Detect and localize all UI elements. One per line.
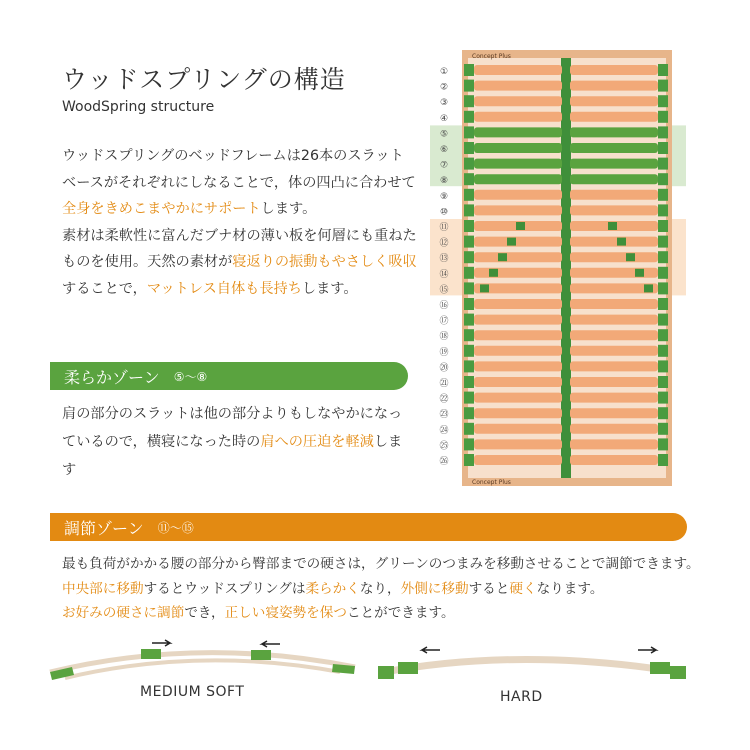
- slat-number: ⑯: [439, 301, 449, 311]
- slat-cap-left: [464, 298, 474, 310]
- slat-cap-left: [464, 423, 474, 435]
- firmness-knob-right[interactable]: [644, 284, 653, 292]
- hard-slat: [380, 660, 685, 674]
- slat-cap-left: [464, 407, 474, 419]
- caption-medium-soft: MEDIUM SOFT: [140, 684, 245, 700]
- slat-right: [570, 127, 658, 137]
- slat-right: [570, 174, 658, 184]
- center-rail: [561, 58, 571, 478]
- intro-text-5: します。: [301, 280, 358, 297]
- slat-left: [474, 268, 562, 278]
- slat-cap-right: [658, 95, 668, 107]
- slat-left: [474, 408, 562, 418]
- slat-right: [570, 96, 658, 106]
- slat-left: [474, 81, 562, 91]
- slat-number: ④: [439, 113, 449, 124]
- slat-left: [474, 346, 562, 356]
- slat-cap-left: [464, 251, 474, 263]
- slat-cap-right: [658, 360, 668, 372]
- adj-highlight-4: 硬く: [509, 580, 537, 597]
- slat-right: [570, 252, 658, 262]
- slat-cap-left: [464, 392, 474, 404]
- slat-number: ⑬: [439, 254, 449, 265]
- slat-right: [570, 299, 658, 309]
- slat-left: [474, 455, 562, 465]
- slat-left: [474, 424, 562, 434]
- brand-top: Concept Plus: [472, 53, 511, 60]
- adj-highlight-6: 正しい寝姿勢を保つ: [224, 605, 347, 621]
- slat-number: ㉒: [439, 394, 449, 405]
- slat-left: [474, 143, 562, 153]
- slat-number: ⑭: [439, 269, 449, 280]
- hard-knob-left: [398, 662, 418, 674]
- slat-number: ⑱: [439, 332, 449, 343]
- adj-text-3: なり，: [359, 580, 401, 597]
- slat-cap-left: [464, 267, 474, 279]
- slat-cap-left: [464, 111, 474, 123]
- slat-cap-right: [658, 345, 668, 357]
- slat-cap-left: [464, 126, 474, 138]
- slat-number: ㉔: [439, 425, 449, 436]
- slat-cap-left: [464, 173, 474, 185]
- slat-left: [474, 159, 562, 169]
- page-title: ウッドスプリングの構造: [62, 65, 346, 94]
- slat-left: [474, 439, 562, 449]
- slat-cap-right: [658, 111, 668, 123]
- slat-left: [474, 315, 562, 325]
- medium-soft-diagram: [50, 640, 355, 680]
- firmness-knob-left[interactable]: [516, 222, 525, 230]
- slat-cap-left: [464, 282, 474, 294]
- soft-highlight: 肩への圧迫を軽減: [260, 434, 374, 450]
- slat-right: [570, 424, 658, 434]
- slat-cap-left: [464, 64, 474, 76]
- slat-cap-left: [464, 345, 474, 357]
- adjust-zone-text: [62, 552, 702, 626]
- slat-number: ⑦: [439, 160, 449, 171]
- slat-left: [474, 190, 562, 200]
- slat-right: [570, 330, 658, 340]
- slat-cap-left: [464, 158, 474, 170]
- firmness-knob-right[interactable]: [608, 222, 617, 230]
- slat-cap-right: [658, 251, 668, 263]
- adj-text-5: なります。: [536, 580, 604, 597]
- slat-number: ⑫: [439, 238, 449, 249]
- slat-cap-left: [464, 236, 474, 248]
- brand-bottom: Concept Plus: [472, 479, 511, 486]
- slat-right: [570, 361, 658, 371]
- slat-cap-left: [464, 376, 474, 388]
- firmness-knob-right[interactable]: [626, 253, 635, 261]
- slat-number: ㉓: [439, 410, 449, 421]
- soft-zone-range: ⑤〜⑧: [173, 369, 208, 384]
- slatted-frame-diagram: [424, 50, 690, 486]
- intro-text-2: します。: [260, 201, 317, 217]
- slat-right: [570, 159, 658, 169]
- slat-cap-left: [464, 95, 474, 107]
- slat-number: ⑲: [439, 347, 449, 358]
- hard-end-right: [670, 666, 686, 679]
- slat-cap-right: [658, 407, 668, 419]
- slat-cap-left: [464, 204, 474, 216]
- intro-highlight-1: 全身をきめこまやかにサポート: [62, 201, 261, 217]
- adjust-zone-header: [50, 513, 687, 541]
- slat-right: [570, 346, 658, 356]
- slat-left: [474, 377, 562, 387]
- slat-cap-right: [658, 329, 668, 341]
- slat-cap-right: [658, 204, 668, 216]
- arrow-left-icon: [422, 647, 440, 653]
- slats: [464, 58, 668, 478]
- slat-cap-right: [658, 173, 668, 185]
- slat-cap-right: [658, 189, 668, 201]
- firmness-knob-left[interactable]: [489, 269, 498, 277]
- slat-cap-right: [658, 126, 668, 138]
- slat-right: [570, 81, 658, 91]
- adjust-zone-label: 調節ゾーン: [64, 518, 144, 538]
- slat-right: [570, 112, 658, 122]
- slat-right: [570, 190, 658, 200]
- slat-right: [570, 393, 658, 403]
- slat-right: [570, 268, 658, 278]
- slat-cap-right: [658, 64, 668, 76]
- slat-left: [474, 361, 562, 371]
- slat-number: ⑨: [439, 191, 449, 202]
- firmness-knob-left[interactable]: [480, 284, 489, 292]
- firmness-knob-right[interactable]: [635, 269, 644, 277]
- adj-text-4: すると: [468, 580, 510, 597]
- slat-cap-left: [464, 438, 474, 450]
- medium-soft-knob-left: [141, 649, 161, 659]
- slat-left: [474, 205, 562, 215]
- adj-text-6: でき，: [184, 605, 225, 621]
- soft-text-2: します: [62, 434, 403, 478]
- intro-text-3: 素材は柔軟性に富んだブナ材の薄い板を何層にも重ねたものを使用。天然の素材が: [62, 227, 417, 270]
- slat-number: ⑮: [439, 285, 449, 296]
- slat-cap-left: [464, 454, 474, 466]
- slat-right: [570, 65, 658, 75]
- adj-highlight-3: 外側に移動: [400, 580, 469, 597]
- soft-zone-header: [50, 362, 408, 390]
- slat-left: [474, 393, 562, 403]
- intro-text: [62, 143, 417, 302]
- slat-cap-right: [658, 80, 668, 92]
- slat-cap-right: [658, 236, 668, 248]
- slat-left: [474, 237, 562, 247]
- firmness-knob-left[interactable]: [507, 238, 516, 246]
- slat-number: ⑤: [439, 129, 449, 140]
- adj-highlight-5: お好みの硬さに調節: [62, 605, 185, 621]
- slat-cap-left: [464, 360, 474, 372]
- slat-number: ㉖: [439, 457, 449, 467]
- firmness-knob-left[interactable]: [498, 253, 507, 261]
- slat-right: [570, 455, 658, 465]
- soft-zone-label: 柔らかゾーン: [64, 367, 160, 387]
- slat-cap-right: [658, 298, 668, 310]
- slat-right: [570, 315, 658, 325]
- firmness-diagrams: [40, 630, 720, 690]
- page-subtitle: WoodSpring structure: [62, 99, 215, 115]
- slat-cap-right: [658, 423, 668, 435]
- slat-number: ⑪: [439, 223, 449, 233]
- firmness-knob-right[interactable]: [617, 238, 626, 246]
- slat-left: [474, 127, 562, 137]
- slat-right: [570, 408, 658, 418]
- soft-zone-text: [62, 400, 412, 484]
- adj-text-1: 最も負荷がかかる腰の部分から臀部までの硬さは，グリーンのつまみを移動させることで調節できます。: [62, 556, 700, 572]
- slat-left: [474, 299, 562, 309]
- adj-text-2: するとウッドスプリングは: [143, 580, 306, 597]
- slat-number: ㉕: [439, 441, 449, 452]
- slat-cap-right: [658, 220, 668, 232]
- slat-cap-right: [658, 142, 668, 154]
- slat-right: [570, 439, 658, 449]
- slat-number: ⑳: [439, 363, 449, 374]
- slat-right: [570, 377, 658, 387]
- slat-left: [474, 65, 562, 75]
- slat-cap-left: [464, 80, 474, 92]
- hard-end-left: [378, 666, 394, 679]
- soft-text-1: 肩の部分のスラットは他の部分よりもしなやかになっているので，横寝になった時の: [62, 406, 403, 450]
- caption-hard: HARD: [500, 689, 543, 705]
- hard-diagram: [378, 647, 686, 679]
- slat-cap-right: [658, 314, 668, 326]
- slat-number: ①: [439, 67, 449, 77]
- slat-cap-right: [658, 392, 668, 404]
- slat-number: ⑩: [439, 207, 449, 218]
- slat-cap-right: [658, 158, 668, 170]
- slat-left: [474, 112, 562, 122]
- slat-number: ⑰: [439, 316, 449, 327]
- intro-text-4: することで，: [62, 280, 147, 297]
- slat-left: [474, 174, 562, 184]
- intro-text-1: ウッドスプリングのベッドフレームは26本のスラットベースがそれぞれにしなることで，体の四凸に合わせて: [62, 148, 416, 191]
- adj-highlight-2: 柔らかく: [305, 580, 360, 597]
- slat-cap-right: [658, 454, 668, 466]
- arrow-left-icon: [262, 641, 280, 647]
- slat-right: [570, 205, 658, 215]
- medium-soft-knob-right: [251, 650, 271, 660]
- adj-text-7: ことができます。: [346, 605, 455, 621]
- arrow-right-icon: [638, 647, 656, 653]
- slat-cap-right: [658, 376, 668, 388]
- slat-number: ⑥: [439, 145, 449, 155]
- slat-right: [570, 143, 658, 153]
- slat-number: ㉑: [439, 379, 449, 389]
- adjust-zone-range: ⑪〜⑮: [157, 520, 194, 535]
- slat-cap-left: [464, 220, 474, 232]
- slat-cap-left: [464, 142, 474, 154]
- adj-highlight-1: 中央部に移動: [62, 580, 144, 597]
- slat-cap-left: [464, 314, 474, 326]
- slat-right: [570, 237, 658, 247]
- slat-left: [474, 96, 562, 106]
- slat-left: [474, 252, 562, 262]
- slat-cap-right: [658, 282, 668, 294]
- slat-cap-left: [464, 189, 474, 201]
- hard-knob-right: [650, 662, 670, 674]
- slat-number: ②: [439, 82, 449, 93]
- intro-highlight-2: 寝返りの振動もやさしく吸収: [232, 254, 417, 270]
- slat-cap-right: [658, 438, 668, 450]
- arrow-right-icon: [152, 640, 170, 646]
- slat-cap-right: [658, 267, 668, 279]
- slat-number: ⑧: [439, 176, 449, 187]
- slat-cap-left: [464, 329, 474, 341]
- slat-number: ③: [439, 98, 449, 109]
- slat-left: [474, 330, 562, 340]
- intro-highlight-3: マットレス自体も長持ち: [146, 280, 302, 297]
